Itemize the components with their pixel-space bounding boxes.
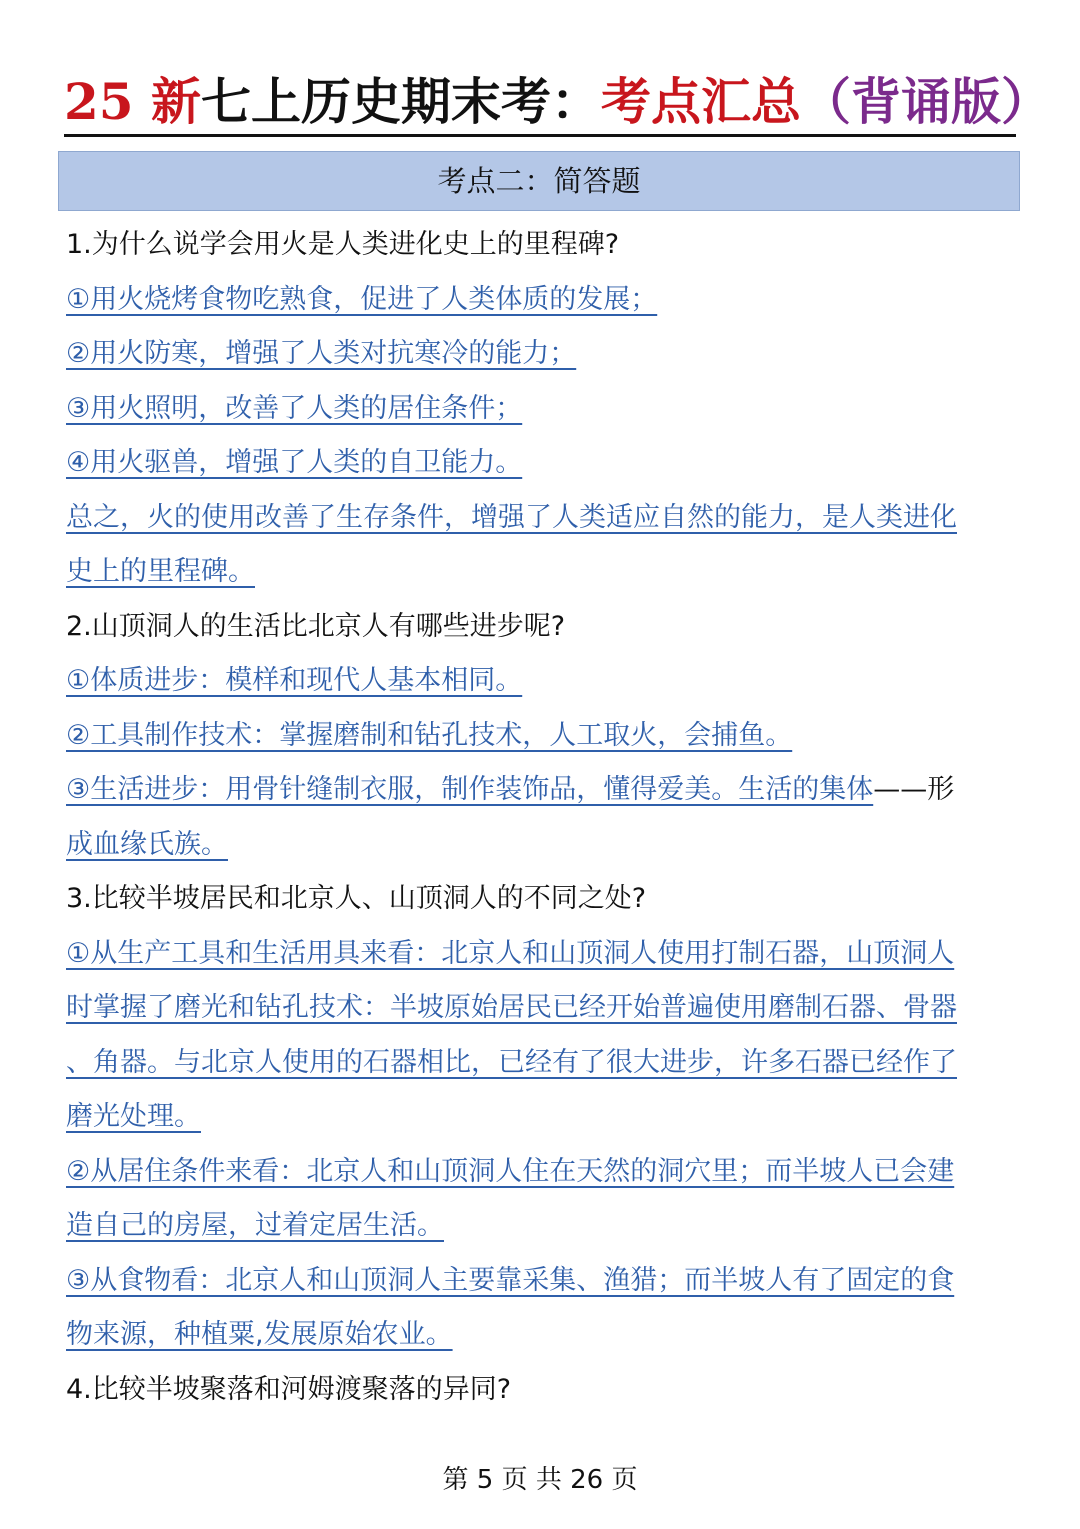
answer-line: 总之，火的使用改善了生存条件，增强了人类适应自然的能力，是人类进化 — [66, 501, 957, 533]
section-header: 考点二：简答题 — [58, 151, 1020, 211]
question-1: 1.为什么说学会用火是人类进化史上的里程碑? — [66, 229, 620, 260]
question-2: 2.山顶洞人的生活比北京人有哪些进步呢? — [66, 610, 566, 642]
answer-line: ①体质进步：模样和现代人基本相同。 — [66, 665, 523, 696]
title-part-year: 25 新 — [64, 72, 201, 131]
title-part-subject: 七上历史期末考： — [201, 72, 601, 131]
content-body — [66, 218, 1018, 1417]
answer-line: 物来源，种植粟,发展原始农业。 — [66, 1319, 453, 1350]
answer-line: ③从食物看：北京人和山顶洞人主要靠采集、渔猎；而半坡人有了固定的食 — [66, 1264, 955, 1296]
answer-line: ③用火照明，改善了人类的居住条件； — [66, 392, 523, 424]
answer-line: ②工具制作技术：掌握磨制和钻孔技术，人工取火，会捕鱼。 — [66, 719, 793, 751]
answer-line: 成血缘氏族。 — [66, 828, 228, 860]
title-part-topic: 考点汇总 — [601, 72, 801, 131]
answer-line: ①用火烧烤食物吃熟食，促进了人类体质的发展； — [66, 283, 658, 315]
answer-line: 、角器。与北京人使用的石器相比，已经有了很大进步，许多石器已经作了 — [66, 1046, 957, 1078]
answer-line: ③生活进步：用骨针缝制衣服，制作装饰品，懂得爱美。生活的集体——形 — [66, 774, 955, 805]
question-4: 4.比较半坡聚落和河姆渡聚落的异同? — [66, 1373, 512, 1405]
page-number: 第 5 页 共 26 页 — [442, 1465, 638, 1495]
answer-line: 史上的里程碑。 — [66, 556, 255, 587]
answer-line: ①从生产工具和生活用具来看：北京人和山顶洞人使用打制石器，山顶洞人 — [66, 937, 955, 969]
page-title — [64, 70, 1051, 134]
answer-line: ②用火防寒，增强了人类对抗寒冷的能力； — [66, 338, 577, 369]
answer-line: 造自己的房屋，过着定居生活。 — [66, 1210, 444, 1241]
title-underline — [64, 134, 1016, 137]
question-3: 3.比较半坡居民和北京人、山顶洞人的不同之处? — [66, 883, 647, 914]
answer-line: ④用火驱兽，增强了人类的自卫能力。 — [66, 447, 523, 478]
answer-line: 时掌握了磨光和钻孔技术：半坡原始居民已经开始普遍使用磨制石器、骨器 — [66, 992, 957, 1023]
title-part-edition: （背诵版） — [801, 72, 1051, 131]
dash-text: ——形 — [873, 774, 955, 805]
answer-line: ②从居住条件来看：北京人和山顶洞人住在天然的洞穴里；而半坡人已会建 — [66, 1155, 955, 1187]
answer-line: 磨光处理。 — [66, 1101, 201, 1132]
